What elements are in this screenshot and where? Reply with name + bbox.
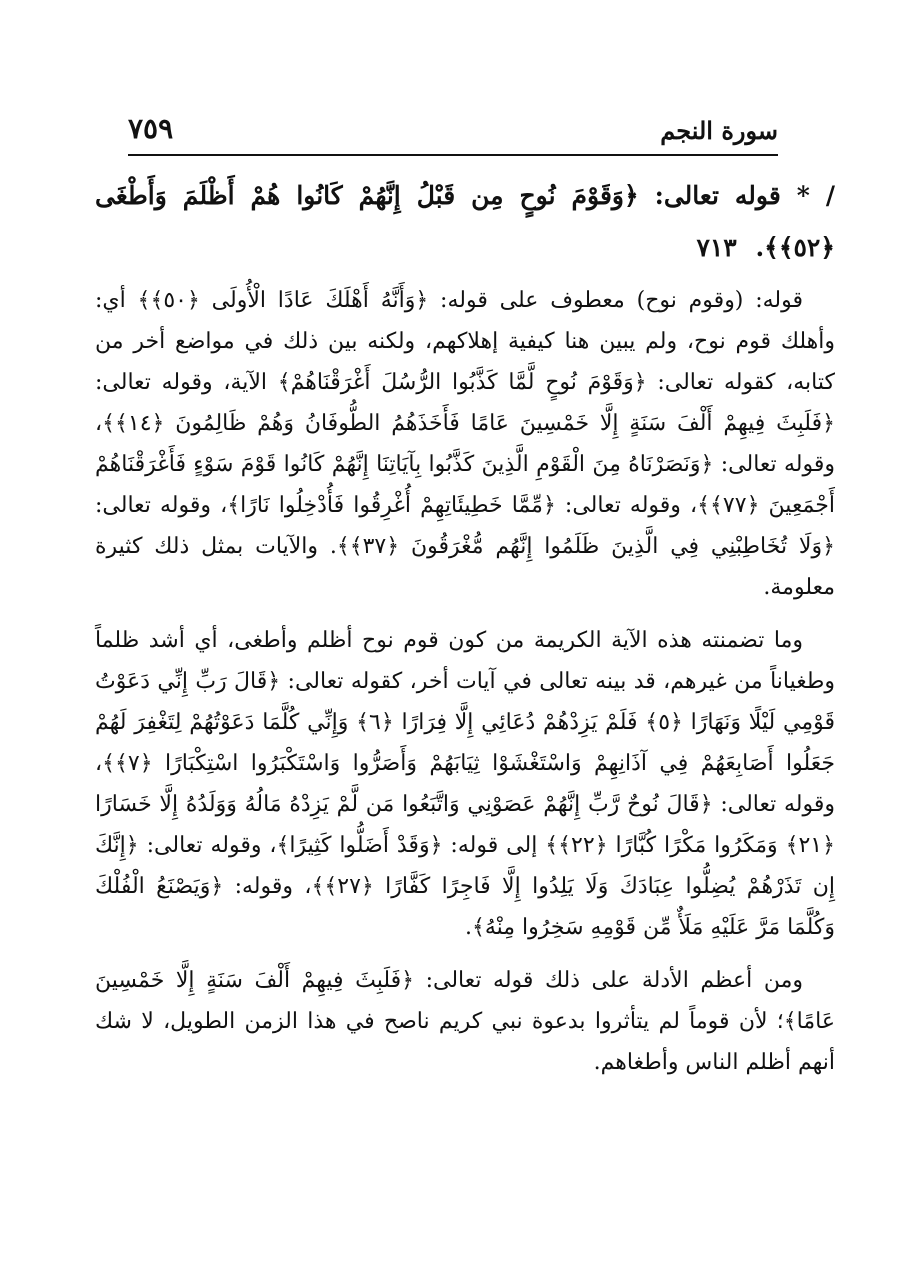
paragraph-1: قوله: (وقوم نوح) معطوف على قوله: ﴿وَأَنَّهُ أَهْلَكَ عَادًا الْأُولَى ﴿٥٠﴾﴾ أي: وأهلك قوم نوح، ولم يبين هنا كيفية إهلاكهم، ولكنه بين ذلك في مواضع أخر من كتابه، كقوله تعالى: ﴿وَقَوْمَ نُوحٍ لَّمَّا كَذَّبُوا الرُّسُلَ أَغْرَقْنَاهُمْ﴾ الآية، وقوله تعالى: ﴿فَلَبِثَ فِيهِمْ أَلْفَ سَنَةٍ إِلَّا خَمْسِينَ عَامًا فَأَخَذَهُمُ الطُّوفَانُ وَهُمْ ظَالِمُونَ ﴿١٤﴾﴾، وقوله تعالى: ﴿وَنَصَرْنَاهُ مِنَ الْقَوْمِ الَّذِينَ كَذَّبُوا بِآيَاتِنَا إِنَّهُمْ كَانُوا قَوْمَ سَوْءٍ فَأَغْرَقْنَاهُمْ أَجْمَعِينَ ﴿٧٧﴾﴾، وقوله تعالى: ﴿مِّمَّا خَطِيئَاتِهِمْ أُغْرِقُوا فَأُدْخِلُوا نَارًا﴾، وقوله تعالى: ﴿وَلَا تُخَاطِبْنِي فِي الَّذِينَ ظَلَمُوا إِنَّهُم مُّغْرَقُونَ ﴿٣٧﴾﴾. والآيات بمثل ذلك كثيرة معلومة. bbox=[95, 288, 835, 600]
issue-marker: / * bbox=[796, 181, 835, 210]
issue-heading bbox=[95, 170, 835, 274]
paragraph-2: وما تضمنته هذه الآية الكريمة من كون قوم نوح أظلم وأطغى، أي أشد ظلماً وطغياناً من غيرهم، قد بينه تعالى في آيات أخر، كقوله تعالى: ﴿قَالَ رَبِّ إِنِّي دَعَوْتُ قَوْمِي لَيْلًا وَنَهَارًا ﴿٥﴾ فَلَمْ يَزِدْهُمْ دُعَائِي إِلَّا فِرَارًا ﴿٦﴾ وَإِنِّي كُلَّمَا دَعَوْتُهُمْ لِتَغْفِرَ لَهُمْ جَعَلُوا أَصَابِعَهُمْ فِي آذَانِهِمْ وَاسْتَغْشَوْا ثِيَابَهُمْ وَأَصَرُّوا وَاسْتَكْبَرُوا اسْتِكْبَارًا ﴿٧﴾﴾، وقوله تعالى: ﴿قَالَ نُوحٌ رَّبِّ إِنَّهُمْ عَصَوْنِي وَاتَّبَعُوا مَن لَّمْ يَزِدْهُ مَالُهُ وَوَلَدُهُ إِلَّا خَسَارًا ﴿٢١﴾ وَمَكَرُوا مَكْرًا كُبَّارًا ﴿٢٢﴾﴾ إلى قوله: ﴿وَقَدْ أَضَلُّوا كَثِيرًا﴾، وقوله تعالى: ﴿إِنَّكَ إِن تَذَرْهُمْ يُضِلُّوا عِبَادَكَ وَلَا يَلِدُوا إِلَّا فَاجِرًا كَفَّارًا ﴿٢٧﴾﴾، وقوله: ﴿وَيَصْنَعُ الْفُلْكَ وَكُلَّمَا مَرَّ عَلَيْهِ مَلَأٌ مِّن قَوْمِهِ سَخِرُوا مِنْهُ﴾. bbox=[95, 628, 836, 940]
issue-text: قوله تعالى: ﴿وَقَوْمَ نُوحٍ مِن قَبْلُ إِنَّهُمْ كَانُوا هُمْ أَظْلَمَ وَأَطْغَى ﴿٥٢﴾﴾. bbox=[95, 181, 835, 262]
page-header bbox=[128, 108, 778, 156]
page-body bbox=[95, 170, 835, 1083]
issue-number: ٧١٣ bbox=[696, 233, 737, 262]
surah-title: سورة النجم bbox=[660, 116, 778, 145]
paragraph-3: ومن أعظم الأدلة على ذلك قوله تعالى: ﴿فَلَبِثَ فِيهِمْ أَلْفَ سَنَةٍ إِلَّا خَمْسِينَ عَامًا﴾؛ لأن قوماً لم يتأثروا بدعوة نبي كريم ناصح في هذا الزمن الطويل، لا شك أنهم أظلم الناس وأطغاهم. bbox=[95, 968, 835, 1075]
page-number: ٧٥٩ bbox=[128, 112, 174, 145]
